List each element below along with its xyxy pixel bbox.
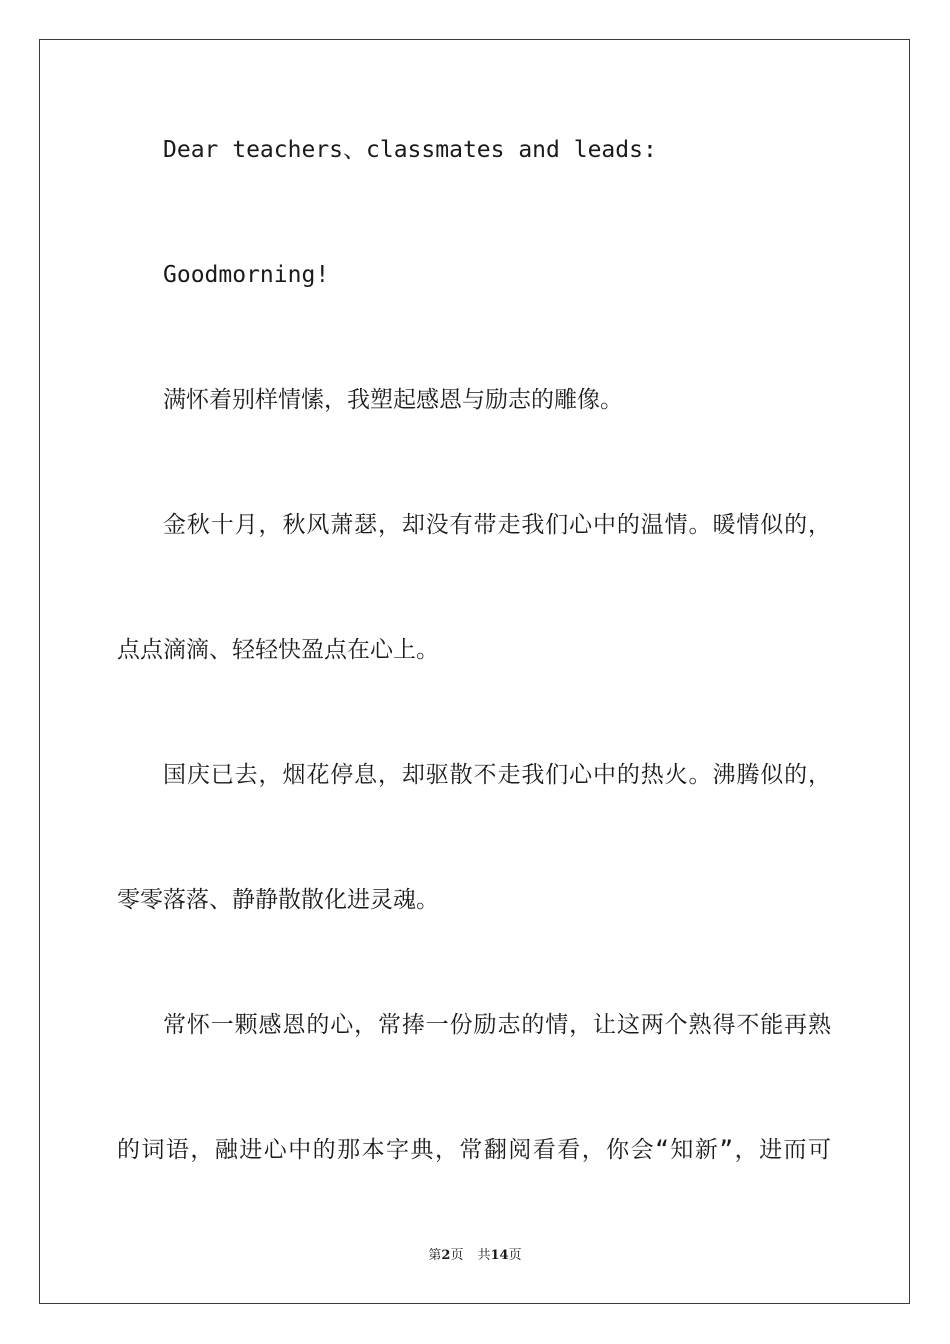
paragraph-line: 零零落落、静静散散化进灵魂。 [117, 887, 439, 913]
paragraph-line: 金秋十月，秋风萧瑟，却没有带走我们心中的温情。暖情似的， [163, 512, 831, 538]
page-footer [0, 1249, 950, 1262]
total-prefix: 共 [477, 1248, 491, 1263]
paragraph-line: 国庆已去，烟花停息，却驱散不走我们心中的热火。沸腾似的， [163, 762, 831, 788]
total-suffix: 页 [508, 1248, 522, 1263]
paragraph-line: 常怀一颗感恩的心，常捧一份励志的情，让这两个熟得不能再熟 [163, 1012, 831, 1038]
page-frame [39, 39, 910, 1304]
page-number: 2 [441, 1248, 451, 1263]
paragraph-line: 满怀着别样情愫，我塑起感恩与励志的雕像。 [163, 387, 623, 413]
paragraph-line: 点点滴滴、轻轻快盈点在心上。 [117, 637, 439, 663]
page-suffix: 页 [450, 1248, 464, 1263]
salutation-line: Dear teachers、classmates and leads: [163, 137, 657, 163]
greeting-line: Goodmorning! [163, 262, 330, 288]
paragraph-line: 的词语，融进心中的那本字典，常翻阅看看，你会“知新”，进而可 [117, 1137, 831, 1163]
page-prefix: 第 [428, 1248, 442, 1263]
total-pages: 14 [490, 1248, 509, 1263]
